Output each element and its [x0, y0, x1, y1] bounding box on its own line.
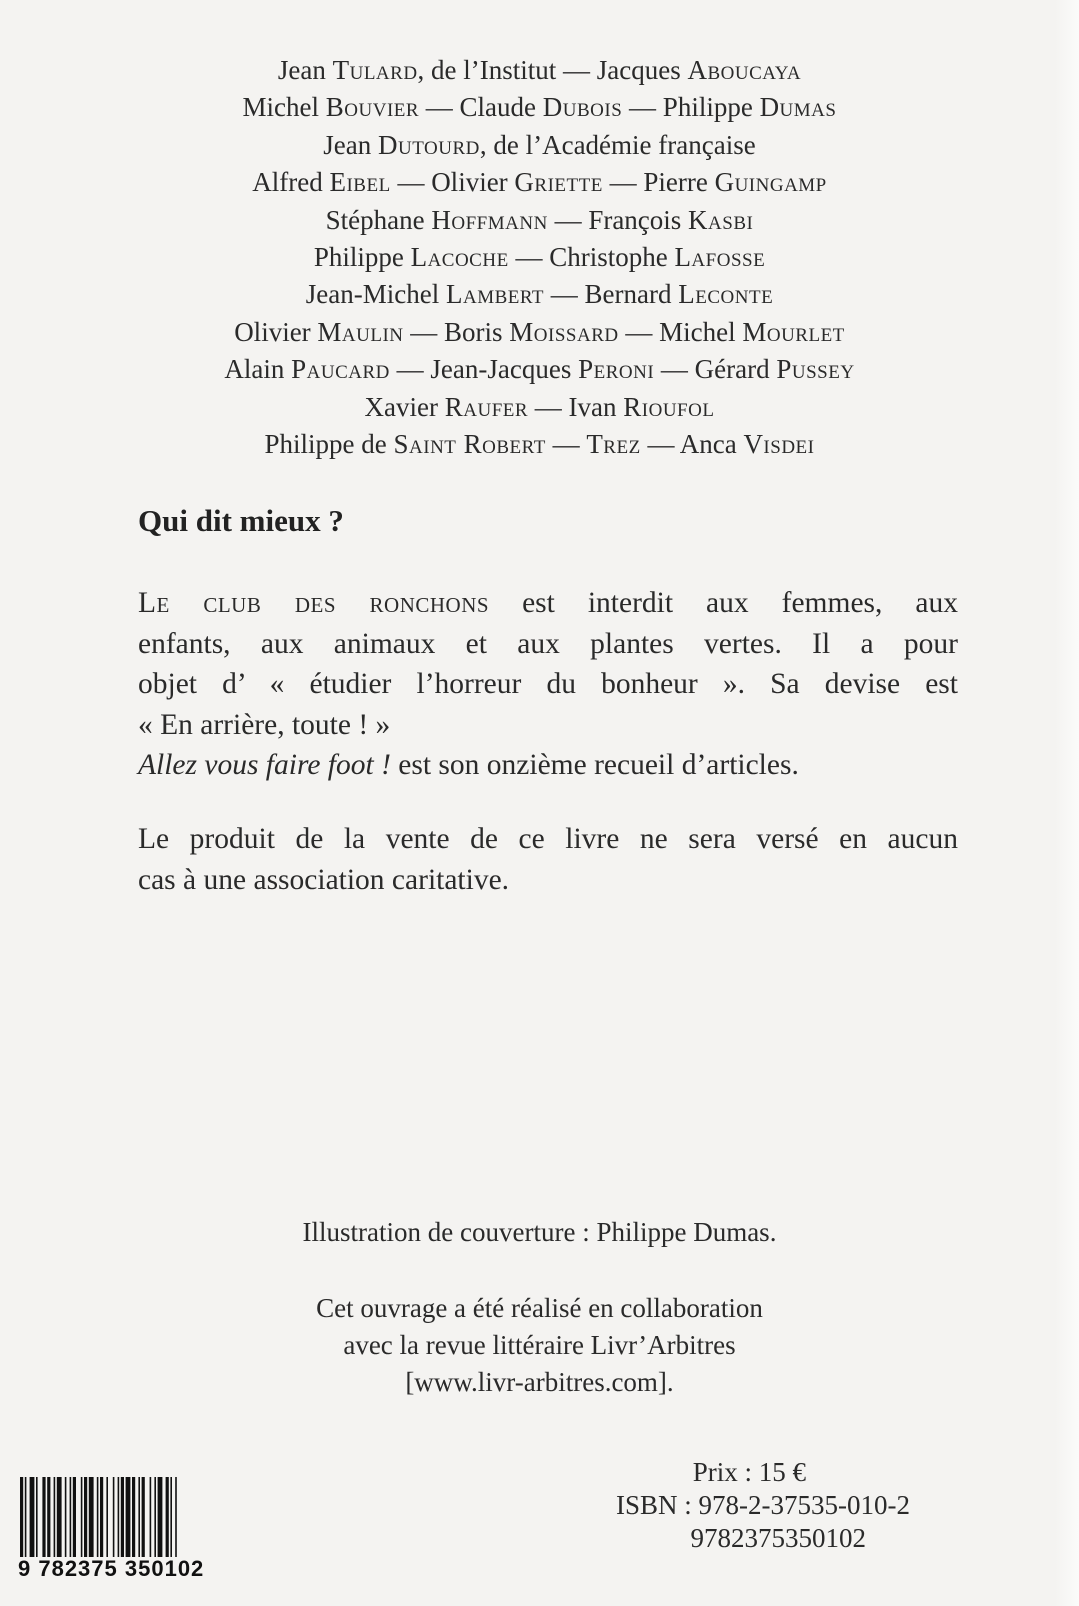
member-line — [0, 202, 1079, 239]
member-text: Jean — [277, 55, 333, 85]
collaboration-note — [0, 1290, 1079, 1401]
member-text: Alain — [224, 354, 292, 385]
member-text: — Jean-Jacques — [389, 354, 579, 385]
barcode-bar — [20, 1477, 23, 1557]
barcode-bar — [100, 1477, 103, 1557]
barcode-bar — [158, 1477, 163, 1557]
barcode-bar — [138, 1477, 140, 1557]
barcode-bar — [106, 1477, 108, 1557]
member-text: Philippe de — [264, 429, 394, 460]
member-text: Michel — [242, 92, 326, 123]
member-surname: Eibel — [329, 167, 391, 198]
member-surname: Moissard — [509, 316, 619, 347]
member-text: — Claude — [419, 92, 543, 123]
member-text: — Pierre — [602, 167, 715, 198]
member-surname: Raufer — [444, 391, 529, 422]
member-surname: Leconte — [678, 279, 774, 310]
member-surname: Maulin — [317, 316, 404, 347]
desc-line-3: objet d’ « étudier l’horreur du bonheur ». Sa devise est — [138, 668, 958, 700]
member-text: Stéphane — [325, 204, 432, 235]
member-text: — Christophe — [508, 242, 675, 273]
member-surname: Paucard — [291, 354, 390, 385]
desc-line-1: Le club des ronchons est interdit aux femmes, aux — [138, 587, 958, 619]
member-text: — Olivier — [390, 167, 515, 198]
member-surname: Tulard — [332, 55, 418, 85]
member-surname: Hoffmann — [431, 204, 548, 235]
member-text: Olivier — [234, 316, 318, 347]
member-line — [0, 351, 1079, 388]
member-text: — Ivan — [528, 391, 624, 422]
member-text: — Philippe — [622, 92, 760, 123]
barcode-bar — [25, 1477, 27, 1557]
member-surname: Dumas — [759, 92, 837, 123]
barcode-bar — [166, 1477, 169, 1557]
member-text: — François — [547, 204, 689, 235]
member-surname: Peroni — [578, 354, 655, 385]
desc-line-2: enfants, aux animaux et aux plantes vertes. Il a pour — [138, 627, 958, 660]
barcode-bar — [42, 1477, 45, 1557]
barcode-bar — [150, 1477, 152, 1557]
club-description — [138, 583, 958, 786]
member-text: , de l’Institut — Jacques — [417, 55, 688, 85]
charity-line-1: Le produit de la vente de ce livre ne sera versé en aucun — [138, 823, 958, 855]
book-title: Allez vous faire foot ! — [138, 749, 391, 781]
member-surname: Visdei — [743, 429, 815, 460]
price-block — [600, 1456, 930, 1555]
barcode-bar — [70, 1477, 72, 1557]
barcode-bar — [126, 1477, 131, 1557]
member-text: — Bernard — [544, 279, 679, 310]
member-line — [0, 239, 1079, 276]
member-text: — Gérard — [654, 354, 777, 385]
charity-notice — [138, 819, 958, 900]
member-text: Philippe — [313, 242, 411, 273]
barcode-bar — [118, 1477, 120, 1557]
member-surname: Guingamp — [714, 167, 827, 198]
member-text: Jean-Michel — [305, 279, 446, 310]
member-line — [0, 127, 1079, 164]
member-line — [0, 426, 1079, 463]
barcode-bar — [154, 1477, 156, 1557]
collab-line-3: [www.livr-arbitres.com]. — [405, 1367, 674, 1397]
barcode-bar — [57, 1477, 62, 1557]
member-surname: Lacoche — [410, 242, 509, 273]
member-line — [0, 164, 1079, 201]
member-surname: Lafosse — [674, 242, 766, 273]
member-surname: Mourlet — [742, 316, 845, 347]
member-surname: Lambert — [446, 279, 545, 310]
member-text: Jean — [323, 129, 379, 160]
member-surname: Dutourd — [378, 129, 480, 160]
charity-line-2: cas à une association caritative. — [138, 863, 510, 896]
barcode-bar — [47, 1477, 50, 1557]
illustration-credit: Illustration de couverture : Philippe Dumas. — [302, 1217, 777, 1247]
barcode-bar — [170, 1477, 172, 1557]
barcode-bar — [113, 1477, 115, 1557]
barcode-bar — [121, 1477, 124, 1557]
member-surname: Griette — [514, 167, 603, 198]
barcode-bar — [73, 1477, 76, 1557]
barcode-bar — [89, 1477, 94, 1557]
barcode-bar — [142, 1477, 145, 1557]
member-text: — — [545, 429, 587, 460]
club-name: Le club des ronchons — [138, 587, 490, 619]
member-surname: Saint Robert — [393, 429, 546, 460]
barcode-bar — [30, 1477, 35, 1557]
club-motto: « En arrière, toute ! » — [138, 708, 391, 741]
member-text: — Anca — [640, 429, 744, 460]
barcode-bar — [97, 1477, 99, 1557]
barcode-bar — [175, 1477, 177, 1557]
barcode-bar — [54, 1477, 56, 1557]
member-line — [0, 314, 1079, 351]
price: Prix : 15 € — [692, 1457, 806, 1487]
member-surname: Rioufol — [623, 391, 715, 422]
barcode-bar — [36, 1477, 38, 1557]
member-line — [0, 276, 1079, 313]
barcode-bar — [132, 1477, 135, 1557]
member-text: Alfred — [252, 167, 330, 198]
barcode-digits: 9 782375 350102 — [18, 1556, 205, 1581]
member-surname: Dubois — [542, 92, 623, 123]
member-line — [0, 52, 1079, 89]
club-members-list — [0, 52, 1079, 463]
ean-number: 9782375350102 — [690, 1523, 866, 1553]
barcode-bar — [65, 1477, 67, 1557]
barcode-bar — [81, 1477, 83, 1557]
isbn: ISBN : 978-2-37535-010-2 — [616, 1490, 910, 1520]
member-text: Xavier — [364, 391, 445, 422]
member-text: , de l’Académie française — [479, 129, 756, 160]
member-text: — Michel — [618, 316, 743, 347]
member-surname: Aboucaya — [687, 55, 802, 85]
member-surname: Trez — [586, 429, 641, 460]
member-text: — Boris — [403, 316, 510, 347]
barcode-bar — [84, 1477, 87, 1557]
member-surname: Bouvier — [325, 92, 420, 123]
member-surname: Kasbi — [688, 204, 754, 235]
barcode — [20, 1477, 214, 1557]
member-line — [0, 389, 1079, 426]
collab-line-2: avec la revue littéraire Livr’Arbitres — [343, 1330, 736, 1360]
desc-line-5: Allez vous faire foot ! est son onzième recueil d’articles. — [138, 749, 799, 781]
member-surname: Pussey — [776, 354, 855, 385]
member-line — [0, 89, 1079, 126]
section-heading: Qui dit mieux ? — [138, 503, 344, 538]
collab-line-1: Cet ouvrage a été réalisé en collaboration — [316, 1293, 763, 1323]
